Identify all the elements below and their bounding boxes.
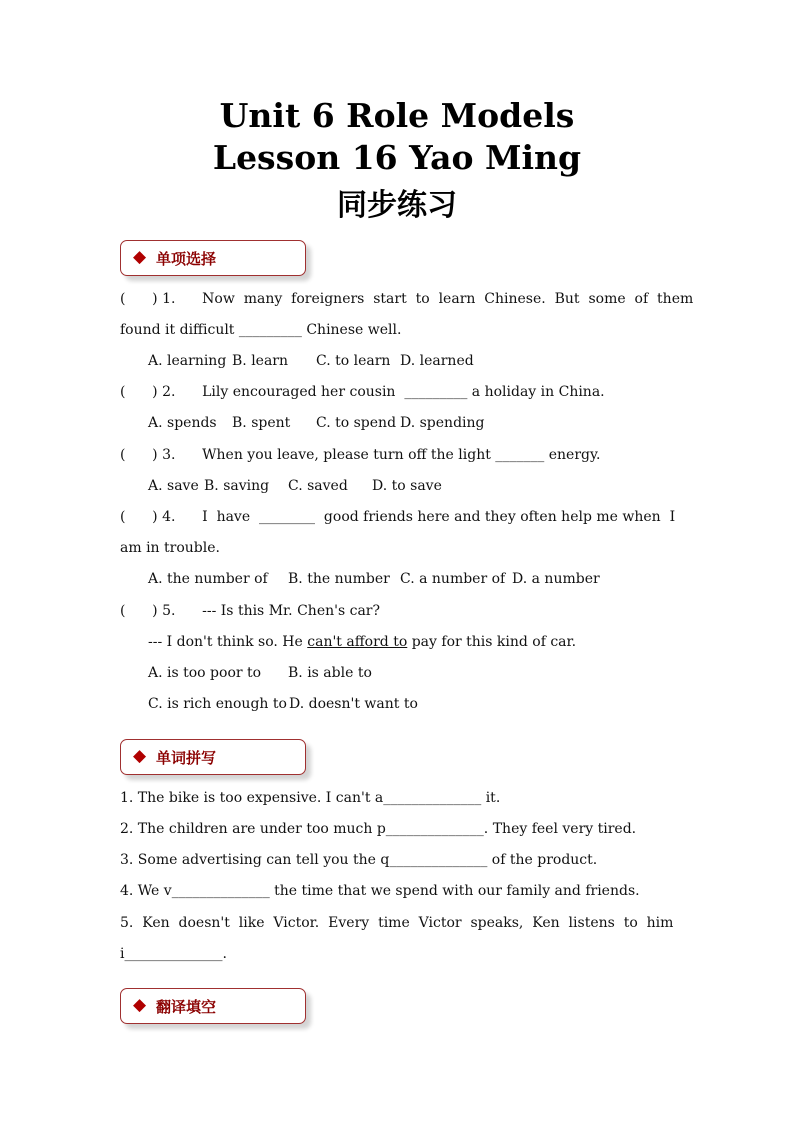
q5-option-d: D. doesn't want to [289, 696, 418, 712]
q2-option-b: B. spent [232, 415, 291, 431]
q3-option-b: B. saving [204, 478, 270, 494]
q1-option-b: B. learn [232, 353, 289, 369]
section-header-translation [120, 988, 306, 1024]
section-header-multiple-choice [120, 240, 306, 276]
question-4-line1: ( ) 4. I have ________ good friends here and they often help me when I [120, 509, 676, 525]
q5-option-b: B. is able to [288, 665, 372, 681]
spelling-item-1: 1. The bike is too expensive. I can't a______________ it. [120, 790, 501, 806]
question-4-line2: am in trouble. [120, 540, 220, 556]
q5-option-a: A. is too poor to [148, 665, 262, 681]
q5-underlined-phrase: can't afford to [307, 634, 408, 650]
q2-option-c: C. to spend [316, 415, 397, 431]
question-2-line1: ( ) 2. Lily encouraged her cousin _________ a holiday in China. [120, 384, 605, 400]
spelling-item-4: 4. We v______________ the time that we spend with our family and friends. [120, 883, 640, 899]
question-3-line1: ( ) 3. When you leave, please turn off the light _______ energy. [120, 447, 601, 463]
q2-option-a: A. spends [148, 415, 217, 431]
q1-option-a: A. learning [148, 353, 227, 369]
q4-option-b: B. the number [288, 571, 390, 587]
q4-option-c: C. a number of [400, 571, 506, 587]
spelling-item-5-line1: 5. Ken doesn't like Victor. Every time Victor speaks, Ken listens to him [120, 915, 674, 931]
question-1-line2: found it difficult _________ Chinese well. [120, 322, 402, 338]
q5-line2-suffix: pay for this kind of car. [407, 634, 577, 650]
title-unit: Unit 6 Role Models [219, 96, 575, 135]
spelling-item-2: 2. The children are under too much p______________. They feel very tired. [120, 821, 637, 837]
title-lesson: Lesson 16 Yao Ming [212, 138, 582, 177]
question-1-line1: ( ) 1. Now many foreigners start to learn Chinese. But some of them [120, 291, 694, 307]
q3-option-a: A. save [148, 478, 199, 494]
q3-option-c: C. saved [288, 478, 348, 494]
section-label: 单项选择 [156, 250, 217, 268]
q5-line2-prefix: --- I don't think so. He [148, 634, 308, 650]
question-5-line1: ( ) 5. --- Is this Mr. Chen's car? [120, 603, 380, 619]
question-5-line2 [148, 634, 576, 650]
diamond-icon: ◆ [133, 247, 147, 267]
diamond-icon: ◆ [133, 746, 147, 766]
section-label: 单词拼写 [156, 749, 217, 767]
q4-option-d: D. a number [512, 571, 600, 587]
q5-option-c: C. is rich enough to [148, 696, 287, 712]
diamond-icon: ◆ [133, 995, 147, 1015]
section-label: 翻译填空 [156, 998, 217, 1016]
q2-option-d: D. spending [400, 415, 485, 431]
q1-option-c: C. to learn [316, 353, 391, 369]
q4-option-a: A. the number of [148, 571, 268, 587]
title-practice: 同步练习 [337, 188, 457, 223]
q3-option-d: D. to save [372, 478, 442, 494]
q1-option-d: D. learned [400, 353, 474, 369]
spelling-item-5-line2: i______________. [120, 946, 227, 962]
section-header-spelling [120, 739, 306, 775]
spelling-item-3: 3. Some advertising can tell you the q______________ of the product. [120, 852, 598, 868]
